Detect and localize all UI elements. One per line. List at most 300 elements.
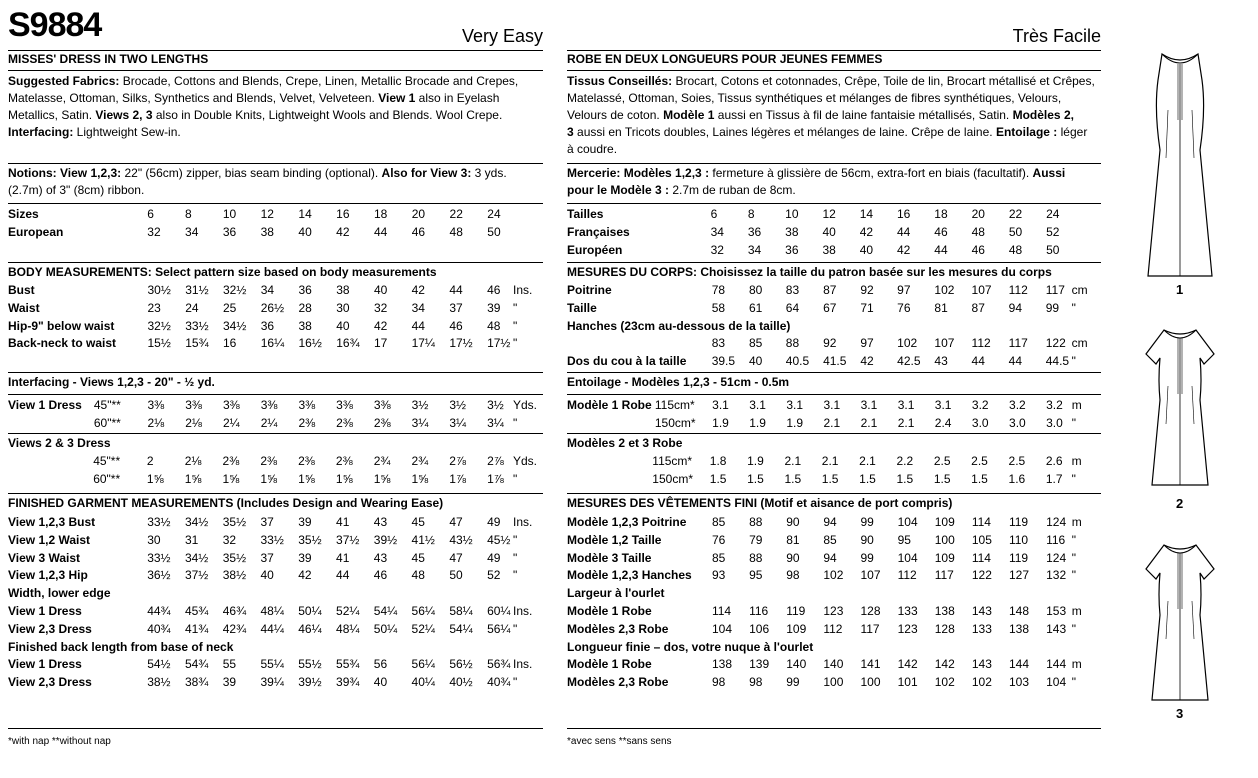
row-label: Finished back length from base of neck [8, 639, 234, 654]
cell-value: 41¾ [184, 621, 209, 636]
cell-value: 3.1 [712, 398, 729, 412]
cell-value: 23 [147, 300, 161, 315]
row-label: Hanches (23cm au-dessous de la taille) [567, 318, 791, 333]
cell-value: 36 [260, 318, 275, 333]
cell-value: 140 [823, 657, 844, 672]
views23-header-en: Views 2 & 3 Dress [8, 436, 111, 450]
cell-value: 109 [786, 621, 807, 636]
cell-value: 36 [298, 283, 312, 297]
cell-value: 138 [1008, 621, 1029, 636]
divider [567, 728, 1101, 729]
cell-value: 1⅝ [146, 471, 164, 486]
views23-yardage-table-en [8, 453, 543, 489]
table-row [567, 300, 1101, 318]
finished-table-fr [567, 514, 1101, 692]
cell-value: 102 [934, 675, 955, 690]
cell-value: 18 [934, 207, 948, 221]
unit-label: " [512, 415, 518, 430]
divider [8, 372, 543, 373]
cell-value: 39½ [373, 532, 398, 547]
cell-value: 2⅜ [298, 454, 315, 468]
cell-value: 37½ [336, 532, 360, 547]
row-label: Largeur à l'ourlet [567, 586, 665, 601]
cell-value: 95 [749, 568, 763, 583]
unit-label [1072, 242, 1101, 260]
cell-value: 54¼ [373, 603, 398, 618]
cell-value: 38¾ [184, 675, 209, 690]
cell-value: 40 [373, 283, 388, 297]
unit-label: " [1071, 471, 1076, 486]
unit-label: " [1071, 621, 1077, 636]
cell-value: 20 [971, 207, 985, 221]
cell-value: 85 [748, 336, 763, 351]
cell-value: 85 [711, 515, 726, 529]
cell-value: 2⅜ [222, 454, 240, 468]
divider [567, 433, 1101, 434]
cell-value: 37 [260, 515, 274, 529]
cell-value: 32 [222, 532, 237, 547]
cell-value: 55¼ [260, 657, 284, 672]
cell-value: 3.2 [1009, 398, 1026, 412]
cell-value: 46 [373, 568, 388, 583]
cell-value: 92 [860, 283, 874, 297]
cell-value: 48¼ [336, 621, 360, 636]
cell-value: 6 [147, 207, 154, 221]
cell-value: 39 [298, 550, 312, 565]
row-label [567, 453, 652, 471]
cell-value: 138 [711, 657, 732, 672]
unit-label: Ins. [513, 515, 533, 529]
cell-value: 48¼ [260, 603, 284, 618]
cell-value: 34½ [184, 515, 209, 529]
cell-value: 48 [971, 224, 985, 239]
cell-value: 2⅛ [184, 454, 202, 468]
cell-value: 3.2 [1046, 398, 1063, 412]
cell-value: 14 [298, 207, 312, 221]
cell-value: 2.5 [1008, 454, 1026, 468]
finished-header-en: FINISHED GARMENT MEASUREMENTS (Includes Design and Wearing Ease) [8, 496, 444, 510]
cell-value: 104 [711, 621, 732, 636]
cell-value: 52¼ [336, 603, 360, 618]
cell-value: 93 [711, 568, 726, 583]
cell-value: 40¾ [487, 675, 511, 690]
table-row [8, 224, 543, 242]
cell-value: 36 [785, 242, 799, 257]
row-label [567, 335, 712, 353]
cell-value: 33½ [147, 550, 171, 565]
cell-value: 46 [934, 224, 948, 239]
difficulty-fr: Très Facile [1012, 26, 1101, 46]
cell-value: 2⅜ [335, 454, 353, 468]
cell-value: 79 [749, 532, 763, 547]
cell-value: 48 [411, 568, 425, 583]
cell-value: 106 [749, 621, 770, 636]
cell-value: 100 [934, 532, 955, 547]
cell-value: 3⅜ [373, 398, 391, 412]
unit-label: " [513, 336, 518, 351]
cell-value: 3⅜ [298, 398, 316, 412]
cell-value: 56¾ [487, 657, 511, 672]
table-row [8, 621, 543, 639]
cell-value: 143 [971, 603, 992, 618]
cell-value: 41 [336, 515, 350, 529]
cell-value: 41 [336, 550, 350, 565]
row-label: Back-neck to waist [8, 336, 117, 351]
cell-value: 12 [822, 207, 836, 221]
cell-value: 34 [710, 224, 724, 239]
view-3-number: 3 [1176, 706, 1184, 721]
row-sublabel: 115cm* [652, 454, 693, 468]
cell-value: 3.0 [1046, 415, 1063, 430]
unit-label: " [1071, 550, 1077, 565]
cell-value: 112 [971, 336, 991, 351]
row-label: European [8, 224, 64, 239]
cell-value: 3½ [449, 398, 467, 412]
m23-header-fr: Modèles 2 et 3 Robe [567, 436, 683, 450]
title-en: MISSES' DRESS IN TWO LENGTHS [8, 52, 209, 66]
cell-value: 127 [1008, 568, 1029, 583]
cell-value: 46¼ [298, 621, 322, 636]
cell-value: 100 [823, 675, 844, 690]
cell-value: 3½ [411, 398, 429, 412]
cell-value: 10 [785, 207, 799, 221]
cell-value: 32 [147, 224, 161, 239]
row-label: View 1,2 Waist [8, 532, 91, 547]
table-row [567, 514, 1101, 532]
cell-value: 144 [1008, 657, 1029, 672]
table-row [567, 550, 1101, 568]
row-label: Width, lower edge [8, 586, 111, 601]
cell-value: 45¾ [184, 603, 209, 618]
table-row [8, 300, 543, 318]
table-row [567, 415, 1101, 433]
table-row [8, 397, 543, 415]
cell-value: 46 [971, 242, 985, 257]
row-sublabel: 45"** [93, 454, 121, 468]
cell-value: 34½ [184, 550, 209, 565]
cell-value: 1⅝ [184, 471, 202, 486]
row-label: Bust [8, 283, 35, 297]
footnote-fr: *avec sens **sans sens [567, 736, 672, 747]
table-row [8, 585, 543, 603]
row-label: Modèle 1 Robe [567, 603, 652, 618]
cell-value: 42 [373, 318, 388, 333]
cell-value: 44 [449, 283, 463, 297]
table-row [567, 318, 1101, 336]
unit-label [1072, 206, 1101, 224]
cell-value: 98 [749, 675, 763, 690]
cell-value: 128 [934, 621, 955, 636]
cell-value: 39 [222, 675, 237, 690]
cell-value: 40 [298, 224, 312, 239]
row-label: Modèles 2,3 Robe [567, 621, 669, 636]
cell-value: 142 [934, 657, 955, 672]
cell-value: 40 [260, 568, 274, 583]
cell-value: 138 [934, 603, 955, 618]
fabrics-en: Suggested Fabrics: Brocade, Cottons and Blends, Crepe, Linen, Metallic Brocade and Crepes, Matelasse, Ottoman, Silks, Synthetics and Blends, Velvet, Velveteen. View 1 also in Eyelash Metallics, Satin. Views 2, 3 also in Double Knits, Lightweight Wools and Blends. Wool Crepe. Interfacing: Lightweight Sew-in. [8, 74, 519, 139]
cell-value: 100 [860, 675, 881, 690]
cell-value: 16¼ [260, 336, 285, 351]
cell-value: 16 [222, 336, 237, 351]
row-label: Modèle 1,2,3 Poitrine [567, 515, 687, 529]
cell-value: 54¾ [184, 657, 209, 672]
cell-value: 1.6 [1008, 471, 1026, 486]
cell-value: 71 [860, 300, 874, 315]
cell-value: 17½ [487, 336, 511, 351]
unit-label: Ins. [513, 603, 533, 618]
view-1-number: 1 [1176, 282, 1184, 297]
cell-value: 2⅜ [373, 415, 391, 430]
table-row [567, 621, 1101, 639]
unit-label: cm [1071, 336, 1088, 351]
cell-value: 32 [373, 300, 388, 315]
row-label: Hip-9" below waist [8, 318, 115, 333]
cell-value: 98 [786, 568, 800, 583]
row-label: Modèle 3 Taille [567, 550, 652, 565]
cell-value: 99 [786, 675, 800, 690]
cell-value: 14 [859, 207, 874, 221]
table-row [8, 453, 543, 471]
cell-value: 39 [487, 300, 501, 315]
cell-value: 153 [1046, 603, 1067, 618]
cell-value: 35½ [222, 515, 247, 529]
unit-label [513, 224, 543, 242]
cell-value: 3¼ [487, 415, 504, 430]
cell-value: 15½ [147, 336, 171, 351]
table-row [567, 639, 1101, 657]
cell-value: 3¼ [449, 415, 467, 430]
cell-value: 41½ [411, 532, 435, 547]
cell-value: 1.5 [971, 471, 988, 486]
cell-value: 81 [934, 300, 948, 315]
cell-value: 34½ [222, 318, 247, 333]
cell-value: 50 [1008, 224, 1023, 239]
fabrics-fr: Tissus Conseillés: Brocart, Cotons et cotonnades, Crêpe, Toile de lin, Brocart métallisé et Crêpes, Matelassé, Ottoman, Soies, Tissus synthétiques et mélanges de fibres synthétiques, Velours, Velours de coton. Modèle 1 aussi en Tissus à fil de laine fantaisie métallisés, Satin. Modèles 2, 3 aussi en Tricots doubles, Laines légères et mélanges de laine. Crêpe de laine. Entoilage : léger à coudre. [567, 74, 1095, 156]
cell-value: 109 [934, 515, 955, 529]
cell-value: 15¾ [185, 336, 209, 351]
cell-value: 3.0 [971, 415, 989, 430]
cell-value: 32½ [222, 283, 247, 297]
table-row [567, 353, 1101, 371]
cell-value: 99 [860, 515, 874, 529]
cell-value: 1.5 [784, 471, 802, 486]
row-label: Modèle 1,2 Taille [567, 532, 662, 547]
cell-value: 44 [897, 224, 911, 239]
cell-value: 1.5 [933, 471, 951, 486]
cell-value: 36 [747, 224, 762, 239]
cell-value: 16½ [298, 336, 322, 351]
table-row [8, 674, 543, 692]
cell-value: 43 [373, 515, 388, 529]
cell-value: 132 [1046, 568, 1067, 583]
row-label: Taille [567, 300, 597, 315]
cell-value: 64 [785, 300, 800, 315]
cell-value: 30 [147, 532, 161, 547]
table-row [8, 514, 543, 532]
cell-value: 52¼ [411, 621, 435, 636]
cell-value: 56½ [449, 657, 473, 672]
cell-value: 30 [336, 300, 350, 315]
divider [567, 372, 1101, 373]
table-row [8, 550, 543, 568]
cell-value: 10 [222, 207, 237, 221]
row-label: Sizes [8, 207, 39, 221]
cell-value: 46 [411, 224, 426, 239]
cell-value: 8 [747, 207, 755, 221]
cell-value: 45 [411, 515, 425, 529]
cell-value: 35½ [298, 532, 322, 547]
cell-value: 117 [1008, 336, 1028, 351]
cell-value: 40 [748, 354, 763, 369]
cell-value: 42 [897, 242, 911, 257]
cell-value: 107 [971, 283, 992, 297]
unit-label: " [513, 675, 518, 690]
row-label: Modèle 1 Robe [567, 657, 652, 672]
cell-value: 116 [1046, 532, 1066, 547]
cell-value: 50 [487, 224, 501, 239]
divider [567, 163, 1101, 164]
row-sublabel: 60"** [93, 471, 121, 486]
cell-value: 46¾ [222, 603, 247, 618]
cell-value: 2.1 [859, 454, 876, 468]
row-label: Longueur finie – dos, votre nuque à l'ourlet [567, 639, 814, 654]
cell-value: 40¼ [411, 675, 435, 690]
cell-value: 116 [749, 603, 769, 618]
cell-value: 2⅞ [449, 454, 466, 468]
cell-value: 1⅝ [335, 471, 353, 486]
cell-value: 38 [260, 224, 274, 239]
unit-label [513, 206, 543, 224]
table-row [567, 224, 1101, 242]
cell-value: 33½ [185, 318, 209, 333]
cell-value: 90 [786, 515, 800, 529]
divider [567, 203, 1101, 204]
cell-value: 55 [222, 657, 237, 672]
row-label: View 1,2,3 Bust [8, 515, 96, 529]
cell-value: 1⅞ [487, 471, 504, 486]
cell-value: 2.1 [897, 415, 915, 430]
cell-value: 37 [260, 550, 274, 565]
row-label: View 1 Dress [8, 603, 82, 618]
cell-value: 39 [298, 515, 312, 529]
cell-value: 44 [336, 568, 350, 583]
cell-value: 90 [786, 550, 800, 565]
table-row [567, 585, 1101, 603]
cell-value: 2.1 [784, 454, 802, 468]
table-row [8, 471, 543, 489]
body-measurements-table-fr [567, 282, 1101, 371]
cell-value: 46 [487, 283, 501, 297]
cell-value: 110 [1008, 532, 1029, 547]
cell-value: 20 [411, 207, 426, 221]
cell-value: 3½ [487, 398, 504, 412]
table-row [567, 335, 1101, 353]
table-row [8, 415, 543, 433]
cell-value: 105 [971, 532, 992, 547]
cell-value: 45½ [487, 532, 511, 547]
cell-value: 2¼ [222, 415, 240, 430]
view-1-dress-illustration [1140, 40, 1220, 290]
cell-value: 34 [185, 224, 199, 239]
row-label: View 3 Waist [8, 550, 81, 565]
cell-value: 144 [1046, 657, 1067, 672]
cell-value: 42 [860, 354, 874, 369]
cell-value: 42 [411, 283, 425, 297]
cell-value: 2⅞ [487, 454, 504, 468]
divider [8, 262, 543, 263]
cell-value: 104 [897, 550, 918, 565]
cell-value: 94 [823, 550, 837, 565]
cell-value: 123 [823, 603, 844, 618]
cell-value: 102 [971, 675, 992, 690]
cell-value: 44 [411, 318, 425, 333]
cell-value: 16 [336, 207, 350, 221]
unit-label: " [513, 471, 518, 486]
cell-value: 3⅜ [185, 398, 202, 412]
cell-value: 1.9 [749, 415, 766, 430]
cell-value: 34 [260, 283, 275, 297]
cell-value: 39½ [298, 675, 322, 690]
unit-label: cm [1071, 283, 1088, 297]
cell-value: 3.1 [897, 398, 915, 412]
cell-value: 25 [222, 300, 237, 315]
sizes-table-fr [567, 206, 1101, 259]
unit-label: " [1071, 415, 1076, 430]
cell-value: 1⅝ [222, 471, 240, 486]
cell-value: 104 [1046, 675, 1067, 690]
row-label: Modèle 1,2,3 Hanches [567, 568, 692, 583]
divider [8, 493, 543, 494]
cell-value: 40½ [449, 675, 473, 690]
cell-value: 52 [487, 568, 501, 583]
cell-value: 88 [749, 550, 763, 565]
table-row [8, 567, 543, 585]
cell-value: 40.5 [785, 354, 810, 369]
cell-value: 133 [971, 621, 992, 636]
cell-value: 50¼ [373, 621, 398, 636]
cell-value: 1⅝ [260, 471, 277, 486]
cell-value: 1.9 [712, 415, 729, 430]
cell-value: 42.5 [897, 354, 921, 369]
cell-value: 102 [823, 568, 844, 583]
cell-value: 103 [1008, 675, 1029, 690]
cell-value: 90 [860, 532, 874, 547]
cell-value: 3.2 [971, 398, 989, 412]
unit-label: " [1071, 532, 1077, 547]
cell-value: 44¾ [147, 603, 171, 618]
table-row [567, 603, 1101, 621]
cell-value: 26½ [260, 300, 285, 315]
cell-value: 24 [487, 207, 501, 221]
cell-value: 128 [860, 603, 881, 618]
cell-value: 33½ [260, 532, 284, 547]
cell-value: 40 [373, 675, 388, 690]
row-label: Tailles [567, 207, 604, 221]
cell-value: 78 [711, 283, 726, 297]
row-sublabel: 150cm* [652, 471, 693, 486]
cell-value: 50 [1046, 242, 1060, 257]
cell-value: 44 [373, 224, 388, 239]
unit-label: " [513, 318, 518, 333]
cell-value: 40 [859, 242, 874, 257]
cell-value: 22 [1008, 207, 1023, 221]
cell-value: 17¼ [411, 336, 435, 351]
cell-value: 38½ [222, 568, 247, 583]
cell-value: 17½ [449, 336, 473, 351]
row-label: Dos du cou à la taille [567, 354, 687, 369]
cell-value: 140 [786, 657, 807, 672]
cell-value: 33½ [147, 515, 171, 529]
